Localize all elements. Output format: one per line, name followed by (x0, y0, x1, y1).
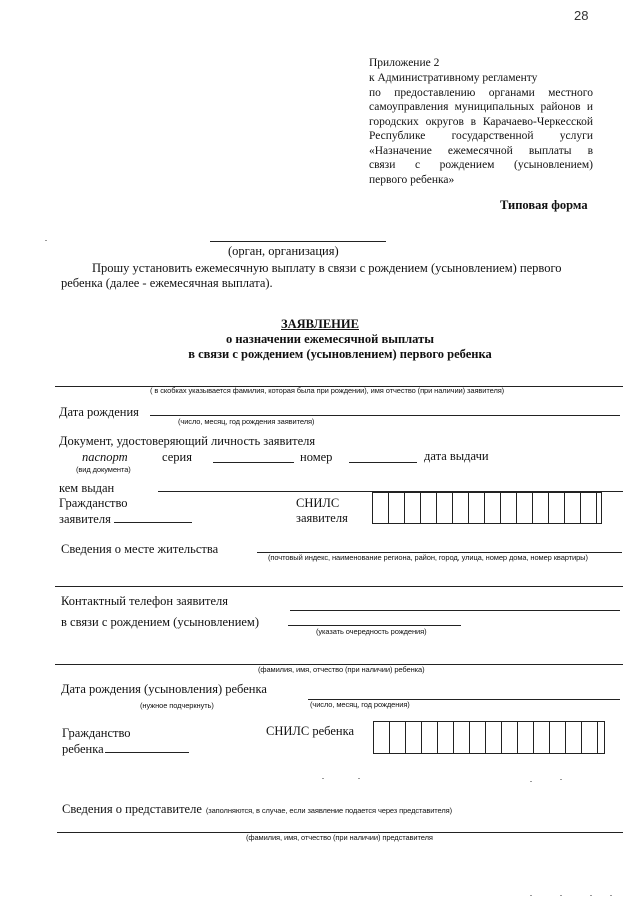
page-number: 28 (574, 8, 589, 23)
child-snils-label: СНИЛС ребенка (266, 724, 354, 738)
snils-label: СНИЛС (296, 496, 340, 510)
scan-speck (590, 895, 592, 896)
residence-line-2[interactable] (55, 586, 623, 587)
issue-date-label: дата выдачи (424, 449, 489, 463)
appendix-line-2: к Административному регламенту (369, 72, 538, 84)
child-birth-caption: (число, месяц, год рождения) (310, 700, 410, 709)
scan-speck (358, 778, 360, 779)
form-subtitle-1: о назначении ежемесячной выплаты (225, 332, 435, 346)
representative-label: Сведения о представителе (62, 802, 202, 816)
appendix-line-4: самоуправления муниципальных районов и (369, 101, 593, 113)
underline-caption: (нужное подчеркнуть) (140, 701, 214, 710)
birth-adoption-label: в связи с рождением (усыновлением) (61, 615, 260, 629)
phone-label: Контактный телефон заявителя (61, 594, 229, 608)
snils-label-2: заявителя (296, 511, 348, 525)
applicant-snils-grid[interactable] (372, 492, 602, 524)
child-citizenship-label: Гражданство (62, 726, 131, 740)
birth-order-line[interactable] (288, 625, 461, 626)
representative-note: (заполняются, в случае, если заявление подается через представителя) (205, 806, 452, 815)
organ-caption: (орган, организация) (228, 244, 339, 258)
issued-by-label: кем выдан (59, 481, 115, 495)
typical-form-label: Типовая форма (500, 198, 588, 212)
doc-type-caption: (вид документа) (76, 465, 131, 474)
appendix-line-5: городских округов в Карачаево-Черкесской (369, 116, 593, 128)
child-citizenship-label-2: ребенка (62, 742, 104, 756)
scan-speck (530, 781, 532, 782)
child-citizenship-line[interactable] (105, 752, 189, 753)
form-title: ЗАЯВЛЕНИЕ (281, 317, 359, 331)
passport-value: паспорт (82, 450, 128, 464)
appendix-line-9: первого ребенка» (369, 174, 455, 186)
residence-label: Сведения о месте жительства (61, 542, 219, 556)
request-line-1: Прошу установить ежемесячную выплату в связи с рождением (усыновлением) первого (92, 261, 562, 275)
appendix-line-6: Республике государственной услуги (369, 130, 593, 142)
applicant-fio-caption: ( в скобках указывается фамилия, которая была при рождении), имя отчество (при наличии) заявителя) (150, 386, 505, 395)
appendix-line-3: по предоставлению органами местного (369, 87, 593, 99)
scan-speck (322, 778, 324, 779)
birth-date-caption: (число, месяц, год рождения заявителя) (178, 417, 315, 426)
phone-line[interactable] (290, 610, 620, 611)
number-line[interactable] (349, 462, 417, 463)
scan-speck (530, 895, 532, 896)
birth-date-label: Дата рождения (59, 405, 139, 419)
citizenship-line[interactable] (114, 522, 192, 523)
birth-order-caption: (указать очередность рождения) (316, 627, 427, 636)
request-line-2: ребенка (далее - ежемесячная выплата). (61, 276, 273, 290)
series-label: серия (162, 450, 192, 464)
scan-speck (610, 895, 612, 896)
citizenship-label: Гражданство (59, 496, 128, 510)
appendix-line-7: «Назначение ежемесячной выплаты в (369, 145, 593, 157)
series-line[interactable] (213, 462, 294, 463)
scan-speck (560, 779, 562, 780)
child-snils-grid[interactable] (373, 721, 605, 754)
representative-fio-caption: (фамилия, имя, отчество (при наличии) представителя (246, 833, 433, 842)
document-label: Документ, удостоверяющий личность заявителя (59, 434, 316, 448)
appendix-line-8: связи с рождением (усыновлением) (369, 159, 593, 171)
birth-date-line[interactable] (150, 415, 620, 416)
child-fio-caption: (фамилия, имя, отчество (при наличии) ребенка) (258, 665, 425, 674)
scan-speck (45, 240, 47, 241)
representative-row (62, 800, 452, 818)
scan-speck (560, 895, 562, 896)
form-subtitle-2: в связи с рождением (усыновлением) первого ребенка (188, 347, 492, 361)
appendix-line-1: Приложение 2 (369, 57, 440, 69)
number-label: номер (300, 450, 333, 464)
child-birth-label: Дата рождения (усыновления) ребенка (61, 682, 267, 696)
organ-line[interactable] (210, 241, 386, 242)
residence-caption: (почтовый индекс, наименование региона, район, город, улица, номер дома, номер квартиры) (268, 553, 588, 562)
citizenship-label-2: заявителя (59, 512, 111, 526)
